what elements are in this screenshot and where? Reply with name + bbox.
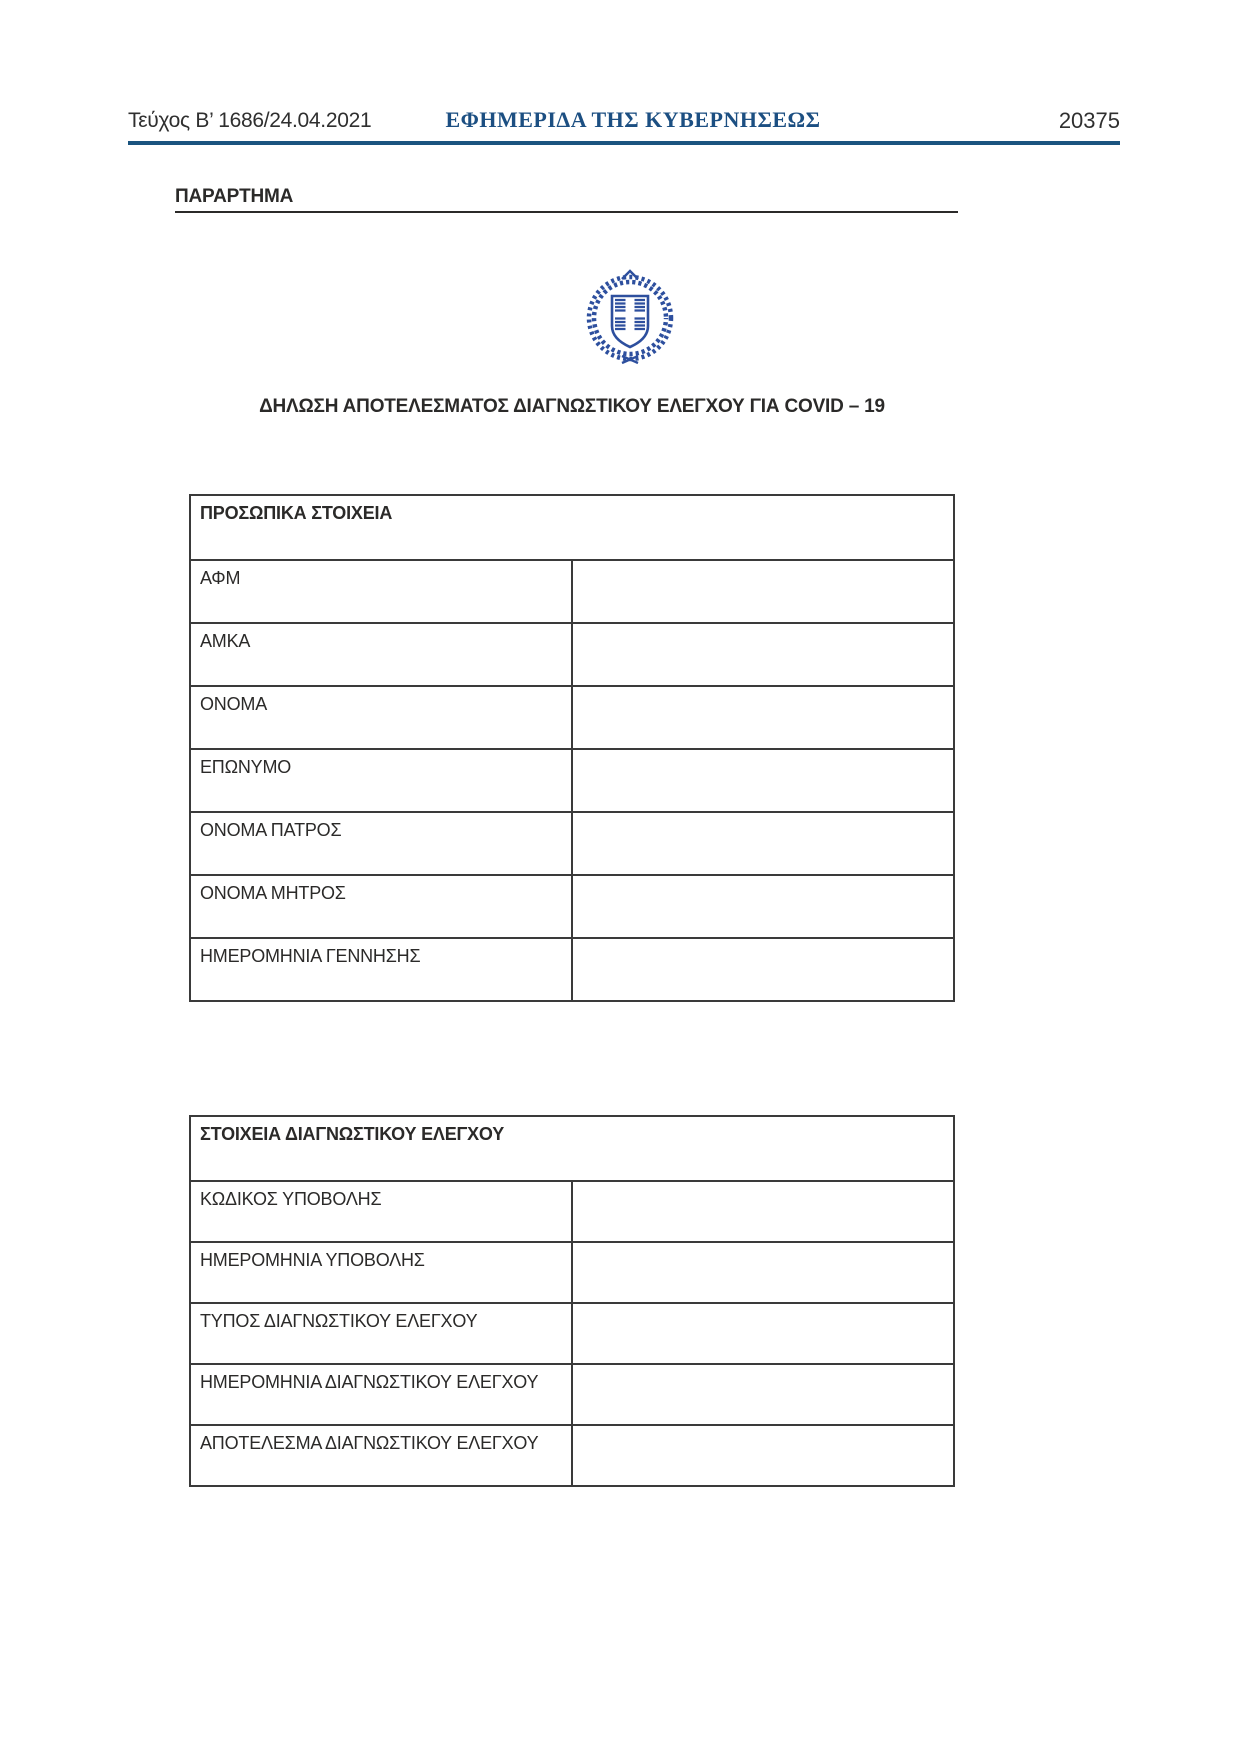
gazette-masthead: ΕΦΗΜΕΡΙΔΑ ΤΗΣ ΚΥΒΕΡΝΗΣΕΩΣ	[445, 107, 821, 132]
field-label-submission-date: ΗΜΕΡΟΜΗΝΙΑ ΥΠΟΒΟΛΗΣ	[190, 1242, 572, 1303]
table-row	[190, 749, 954, 812]
field-label-birth-date: ΗΜΕΡΟΜΗΝΙΑ ΓΕΝΝΗΣΗΣ	[190, 938, 572, 1001]
field-value-amka	[572, 623, 954, 686]
field-label-test-type: ΤΥΠΟΣ ΔΙΑΓΝΩΣΤΙΚΟΥ ΕΛΕΓΧΟΥ	[190, 1303, 572, 1364]
page-number: 20375	[1058, 108, 1120, 133]
table-row	[190, 875, 954, 938]
form-title: ΔΗΛΩΣΗ ΑΠΟΤΕΛΕΣΜΑΤΟΣ ΔΙΑΓΝΩΣΤΙΚΟΥ ΕΛΕΓΧΟΥ ΓΙΑ COVID – 19	[259, 396, 885, 417]
field-value-submission-code	[572, 1181, 954, 1242]
field-label-submission-code: ΚΩΔΙΚΟΣ ΥΠΟΒΟΛΗΣ	[190, 1181, 572, 1242]
field-value-fathers-name	[572, 812, 954, 875]
diagnostic-test-table	[189, 1115, 955, 1487]
table-row	[190, 560, 954, 623]
field-value-submission-date	[572, 1242, 954, 1303]
field-value-mothers-name	[572, 875, 954, 938]
table-row	[190, 1242, 954, 1303]
field-label-mothers-name: ΟΝΟΜΑ ΜΗΤΡΟΣ	[190, 875, 572, 938]
table-row	[190, 686, 954, 749]
annex-heading: ΠΑΡΑΡΤΗΜΑ	[175, 186, 294, 207]
header-rule	[128, 141, 1120, 145]
table-row	[190, 623, 954, 686]
field-label-test-date: ΗΜΕΡΟΜΗΝΙΑ ΔΙΑΓΝΩΣΤΙΚΟΥ ΕΛΕΓΧΟΥ	[190, 1364, 572, 1425]
field-value-test-type	[572, 1303, 954, 1364]
table-header: ΠΡΟΣΩΠΙΚΑ ΣΤΟΙΧΕΙΑ	[190, 495, 954, 560]
table-row	[190, 1364, 954, 1425]
field-label-test-result: ΑΠΟΤΕΛΕΣΜΑ ΔΙΑΓΝΩΣΤΙΚΟΥ ΕΛΕΓΧΟΥ	[190, 1425, 572, 1486]
field-label-amka: ΑΜΚΑ	[190, 623, 572, 686]
field-label-fathers-name: ΟΝΟΜΑ ΠΑΤΡΟΣ	[190, 812, 572, 875]
table-header: ΣΤΟΙΧΕΙΑ ΔΙΑΓΝΩΣΤΙΚΟΥ ΕΛΕΓΧΟΥ	[190, 1116, 954, 1181]
issue-label: Τεύχος Β’ 1686/24.04.2021	[128, 109, 372, 132]
table-row	[190, 1425, 954, 1486]
table-row	[190, 812, 954, 875]
table-row	[190, 1303, 954, 1364]
field-value-surname	[572, 749, 954, 812]
field-value-test-date	[572, 1364, 954, 1425]
table-header-row	[190, 1116, 954, 1181]
field-label-surname: ΕΠΩΝΥΜΟ	[190, 749, 572, 812]
field-label-first-name: ΟΝΟΜΑ	[190, 686, 572, 749]
field-value-afm	[572, 560, 954, 623]
field-value-first-name	[572, 686, 954, 749]
field-value-birth-date	[572, 938, 954, 1001]
table-row	[190, 1181, 954, 1242]
field-value-test-result	[572, 1425, 954, 1486]
table-header-row	[190, 495, 954, 560]
annex-heading-rule	[175, 211, 958, 213]
greek-national-emblem-icon	[585, 268, 675, 366]
field-label-afm: ΑΦΜ	[190, 560, 572, 623]
personal-details-table	[189, 494, 955, 1002]
table-row	[190, 938, 954, 1001]
